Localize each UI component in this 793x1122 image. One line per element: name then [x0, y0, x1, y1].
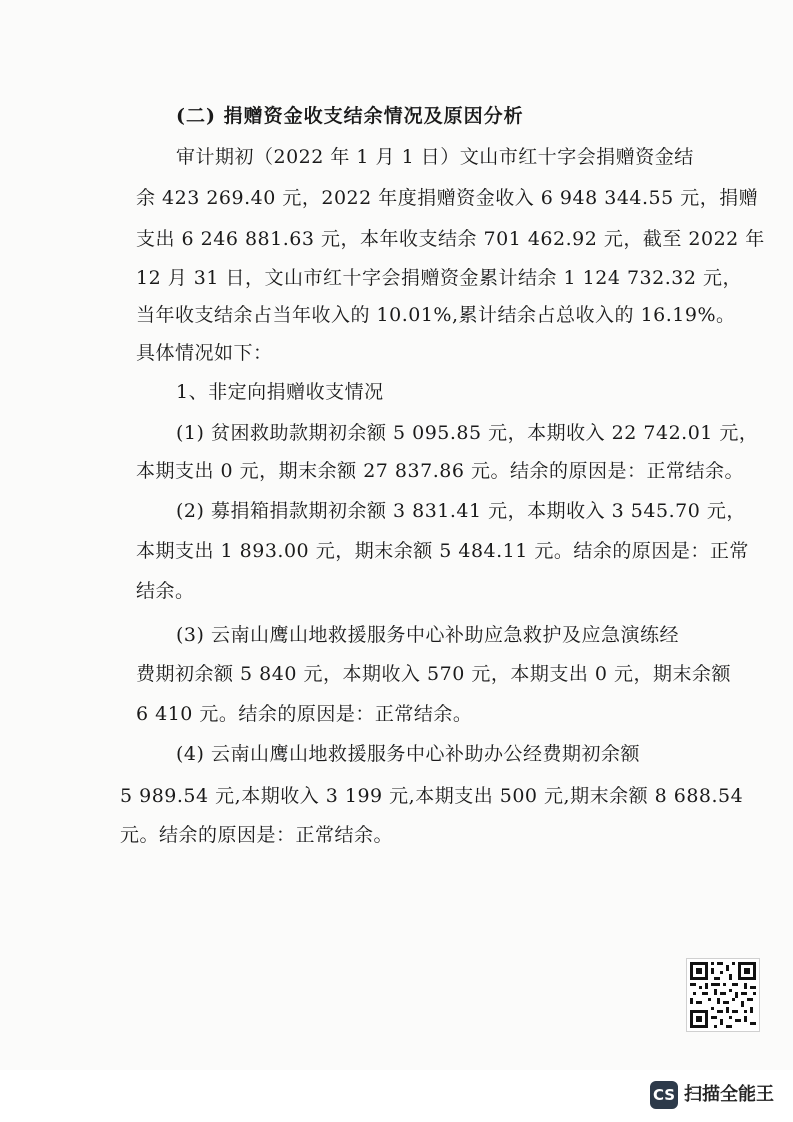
paragraph-line: 12 月 31 日，文山市红十字会捐赠资金累计结余 1 124 732.32 元， [136, 267, 742, 289]
item-4-line: 5 989.54 元,本期收入 3 199 元,本期支出 500 元,期末余额 8 688.54 [120, 785, 744, 807]
item-2-line: 本期支出 1 893.00 元，期末余额 5 484.11 元。结余的原因是：正常 [136, 540, 749, 562]
paragraph-line: 审计期初（2022 年 1 月 1 日）文山市红十字会捐赠资金结 [176, 146, 694, 168]
subsection-title: 1、非定向捐赠收支情况 [176, 381, 384, 403]
item-3-line: (3) 云南山鹰山地救援服务中心补助应急救护及应急演练经 [176, 624, 679, 646]
paragraph-line: 具体情况如下： [136, 342, 273, 364]
camscanner-logo-icon: CS [650, 1081, 678, 1109]
qr-code-icon [686, 958, 760, 1032]
item-1-line: 本期支出 0 元，期末余额 27 837.86 元。结余的原因是：正常结余。 [136, 460, 744, 482]
item-1-line: (1) 贫困救助款期初余额 5 095.85 元，本期收入 22 742.01 元， [176, 422, 759, 444]
item-2-line: (2) 募捐箱捐款期初余额 3 831.41 元，本期收入 3 545.70 元， [176, 500, 746, 522]
item-4-line: 元。结余的原因是：正常结余。 [120, 824, 394, 846]
item-2-line: 结余。 [136, 580, 195, 602]
app-name-label: 扫描全能王 [684, 1084, 774, 1105]
item-4-line: (4) 云南山鹰山地救援服务中心补助办公经费期初余额 [176, 743, 640, 765]
paragraph-line: 支出 6 246 881.63 元，本年收支结余 701 462.92 元，截至 2022 年 [136, 228, 765, 250]
paragraph-line: 当年收支结余占当年收入的 10.01%,累计结余占总收入的 16.19%。 [136, 304, 736, 326]
section-heading: (二) 捐赠资金收支结余情况及原因分析 [176, 105, 524, 127]
item-3-line: 费期初余额 5 840 元，本期收入 570 元，本期支出 0 元，期末余额 [136, 663, 731, 685]
paragraph-line: 余 423 269.40 元，2022 年度捐赠资金收入 6 948 344.55 元，捐赠 [136, 187, 759, 209]
item-3-line: 6 410 元。结余的原因是：正常结余。 [136, 703, 473, 725]
